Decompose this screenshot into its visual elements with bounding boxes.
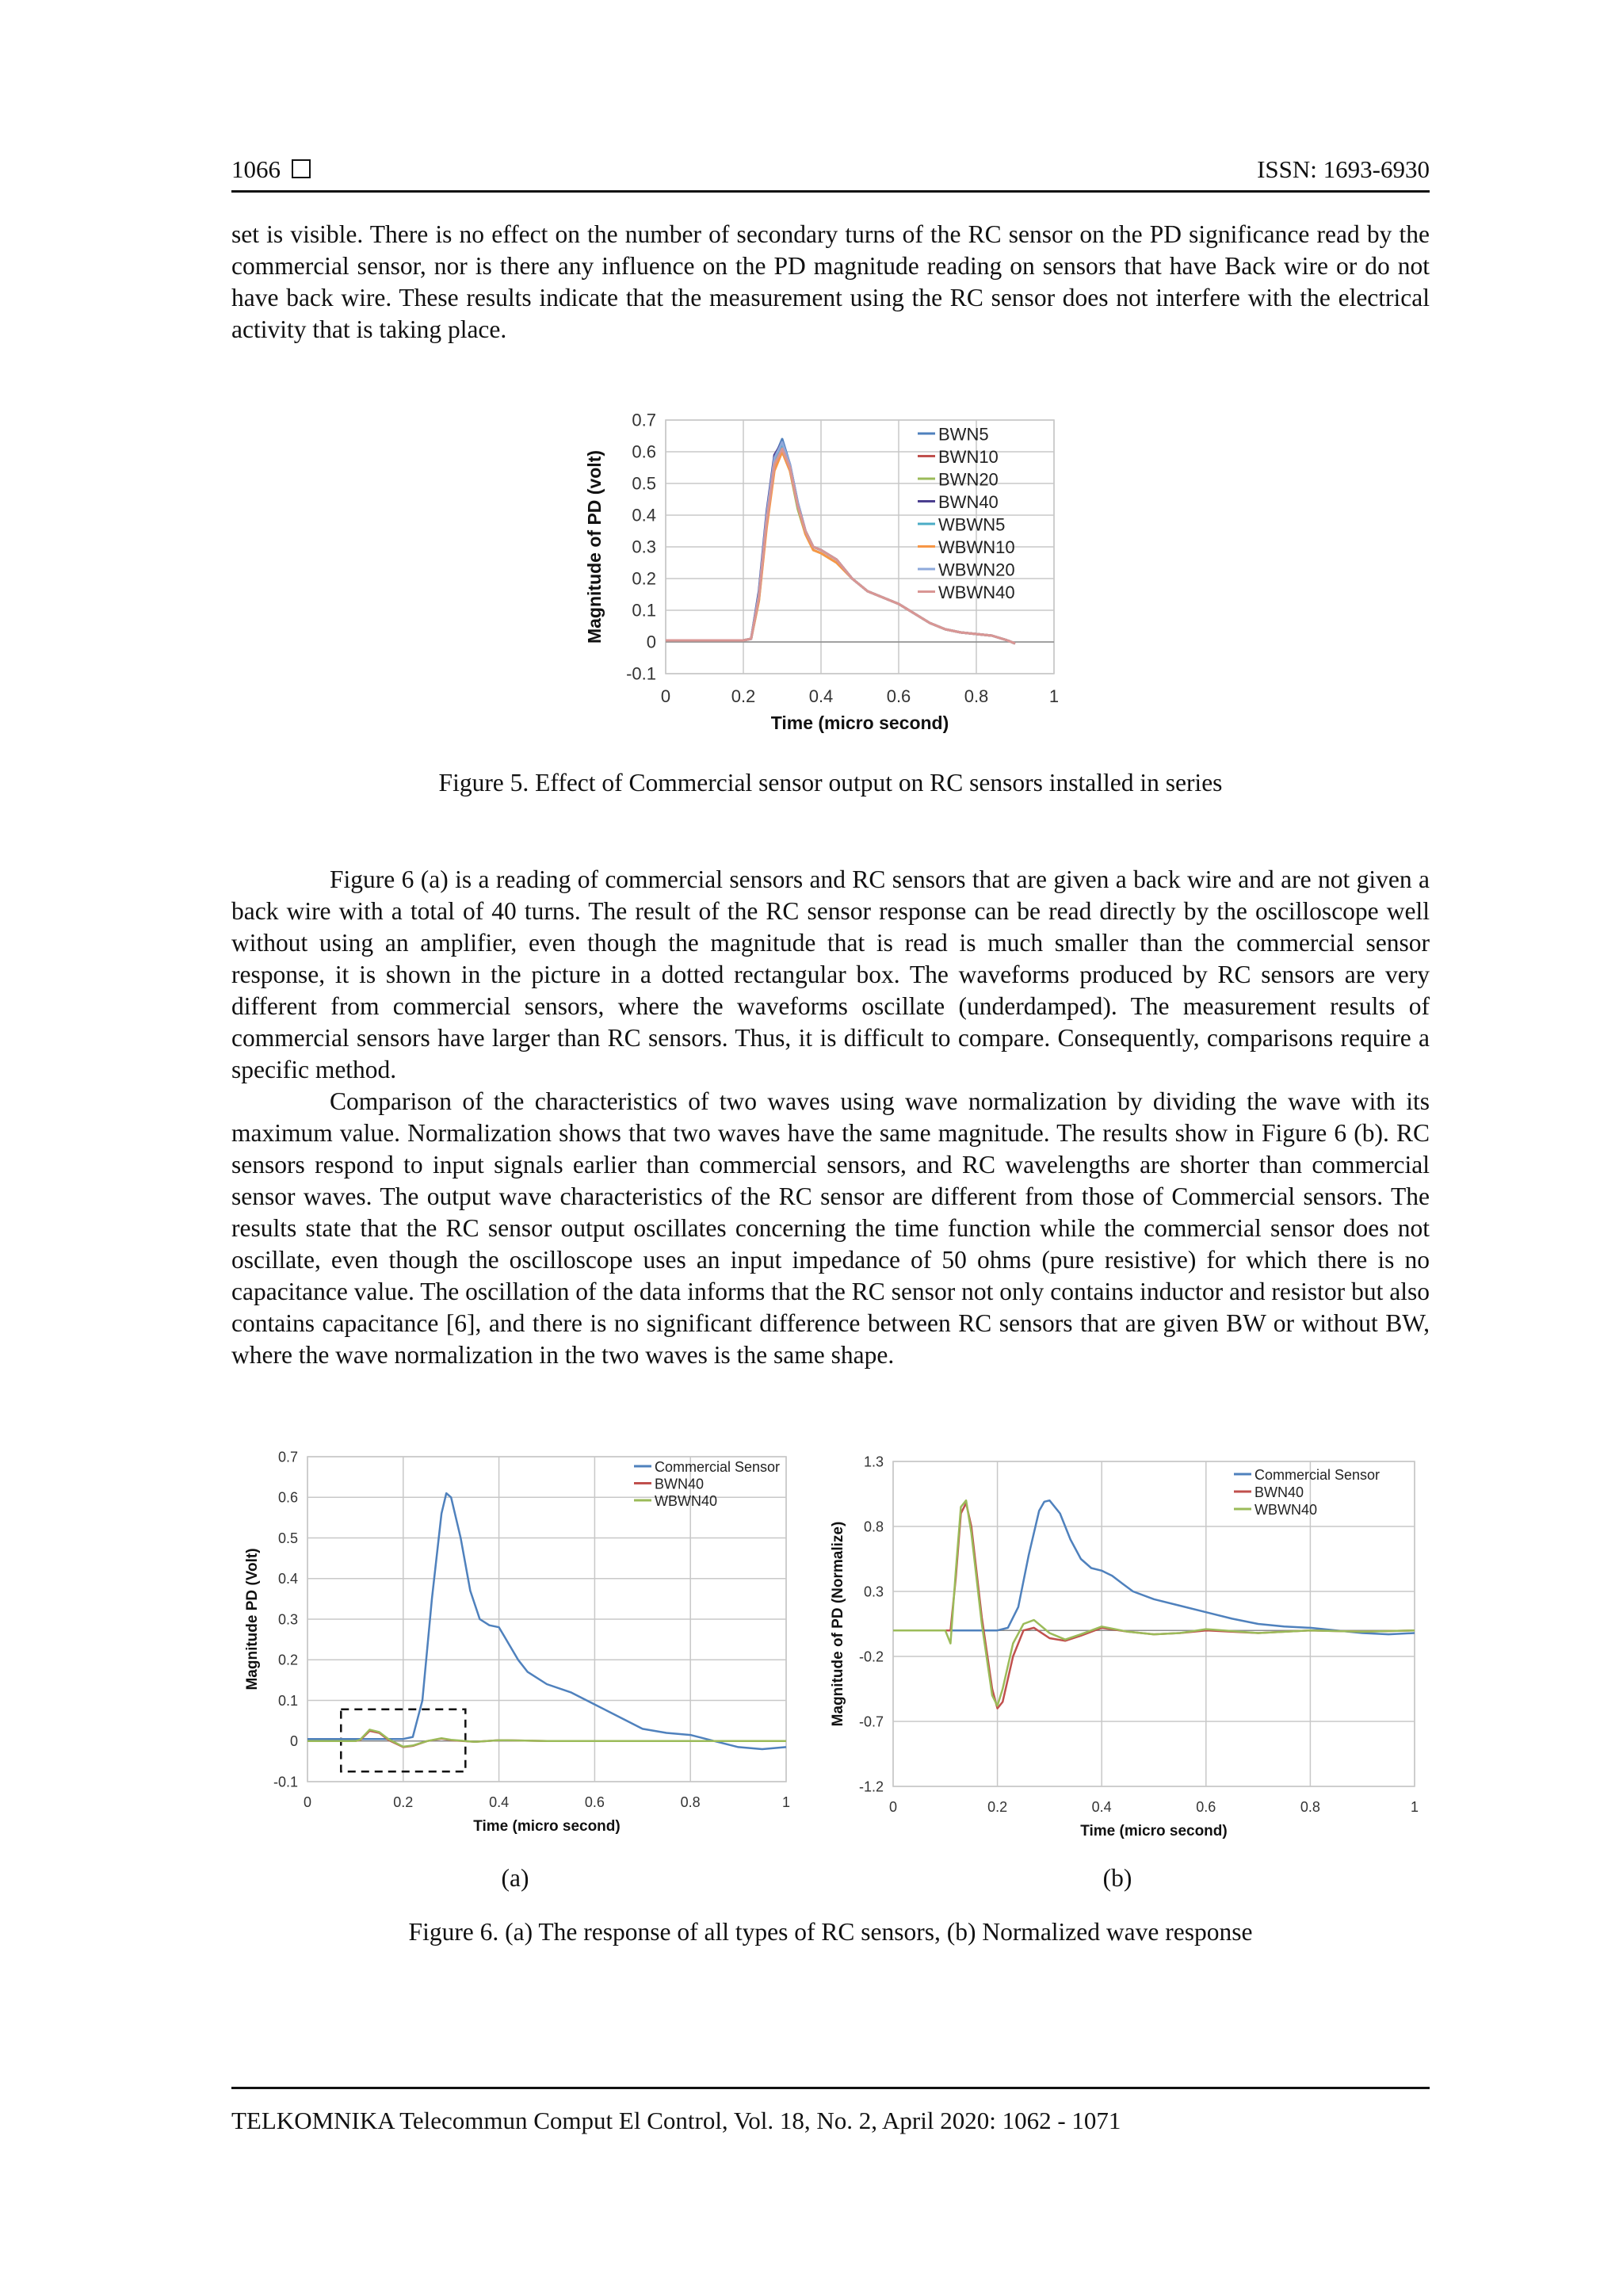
- x-tick-label: 1: [1410, 1799, 1419, 1815]
- x-axis-label: Time (micro second): [473, 1818, 621, 1835]
- y-tick-label: 0.6: [632, 441, 656, 462]
- x-tick-label: 0.8: [680, 1794, 701, 1810]
- x-tick-label: 1: [781, 1794, 791, 1810]
- paragraph-1: set is visible. There is no effect on the number of secondary turns of the RC sensor on the PD significance read by the commercial sensor, nor is there any influence on the PD magnitude reading on sensors that have Back wire or do not have back wire. These results indicate that the measurement using the RC sensor does not interfere with the electrical activity that is taking place.: [231, 220, 1430, 343]
- legend-label: BWN20: [938, 469, 999, 490]
- page-number: 1066: [231, 155, 311, 184]
- legend-label: Commercial Sensor: [1254, 1466, 1381, 1483]
- legend-label: WBWN40: [655, 1492, 718, 1509]
- y-axis-label: Magnitude of PD (volt): [584, 449, 605, 644]
- x-tick-label: 0.8: [1300, 1799, 1320, 1815]
- x-tick-label: 0.2: [987, 1799, 1008, 1815]
- y-tick-label: -0.7: [858, 1713, 884, 1730]
- x-axis-label: Time (micro second): [770, 712, 949, 733]
- footer-rule: [231, 2087, 1430, 2089]
- x-axis-label: Time (micro second): [1080, 1823, 1228, 1839]
- y-tick-label: 0.2: [277, 1652, 298, 1668]
- legend-label: BWN5: [938, 424, 989, 445]
- x-tick-label: 0.2: [393, 1794, 414, 1810]
- y-tick-label: 0.3: [632, 537, 656, 557]
- figure-6b-chart: [828, 1442, 1438, 1855]
- issn: ISSN: 1693-6930: [1257, 155, 1430, 183]
- y-tick-label: 0.7: [277, 1449, 298, 1465]
- y-tick-label: -0.1: [273, 1774, 298, 1790]
- header-rule: [231, 190, 1430, 193]
- paragraph-3: Comparison of the characteristics of two waves using wave normalization by dividing the wave with its maximum value. Normalization shows that two waves have the same magnitude. The results show in Figure 6 (b). RC sensors respond to input signals earlier than commercial sensors, and RC wavelengths are shorter than commercial sensor waves. The output wave characteristics of the RC sensor are different from those of Commercial sensors. The results state that the RC sensor output oscillates concerning the time function while the commercial sensor does not oscillate, even though the oscilloscope uses an input impedance of 50 ohms (pure resistive) for which there is no capacitance value. The oscillation of the data informs that the RC sensor not only contains inductor and resistor but also contains capacitance [6], and there is no significant difference between RC sensors that are given BW or without BW, where the wave normalization in the two waves is the same shape.: [231, 1087, 1430, 1369]
- figure-6a-chart: [238, 1442, 808, 1855]
- y-tick-label: 0.1: [632, 600, 656, 621]
- subcaption-a: (a): [501, 1864, 529, 1892]
- figure-6-caption: Figure 6. (a) The response of all types of RC sensors, (b) Normalized wave response: [408, 1918, 1253, 1946]
- y-tick-label: 0.7: [632, 410, 656, 430]
- y-tick-label: 0.3: [863, 1584, 884, 1600]
- x-tick-label: 0: [303, 1794, 312, 1810]
- legend-label: WBWN5: [938, 514, 1006, 535]
- x-tick-label: 0.4: [1091, 1799, 1112, 1815]
- legend-label: BWN40: [938, 491, 999, 512]
- x-tick-label: 0.4: [808, 686, 834, 706]
- legend-label: WBWN20: [938, 560, 1015, 580]
- figure-5-caption: Figure 5. Effect of Commercial sensor output on RC sensors installed in series: [438, 769, 1223, 797]
- legend-label: Commercial Sensor: [655, 1458, 781, 1475]
- x-tick-label: 0.2: [731, 686, 756, 706]
- x-tick-label: 0.8: [964, 686, 989, 706]
- x-tick-label: 0: [660, 686, 671, 706]
- y-tick-label: 1.3: [863, 1454, 884, 1470]
- y-tick-label: 0.4: [632, 505, 656, 525]
- paragraph-2: Figure 6 (a) is a reading of commercial sensors and RC sensors that are given a back wire and are not given a back wire with a total of 40 turns. The result of the RC sensor response can be read directly by the oscilloscope well without using an amplifier, even though the magnitude that is read is much smaller than the commercial sensor response, it is shown in the picture in a dotted rectangular box. The waveforms produced by RC sensors are very different from commercial sensors, where the waveforms oscillate (underdamped). The measurement results of commercial sensors have larger than RC sensors. Thus, it is difficult to compare. Consequently, comparisons require a specific method.: [231, 865, 1430, 1083]
- subcaption-b: (b): [1102, 1864, 1132, 1892]
- x-tick-label: 0.6: [886, 686, 911, 706]
- y-tick-label: 0.5: [277, 1530, 298, 1546]
- x-tick-label: 0.4: [489, 1794, 510, 1810]
- legend-label: WBWN10: [938, 537, 1015, 557]
- square-icon: [292, 159, 311, 178]
- plot-area: [893, 1461, 1415, 1786]
- x-tick-label: 0.6: [1196, 1799, 1216, 1815]
- legend-label: BWN10: [938, 446, 999, 467]
- legend-label: BWN40: [1254, 1484, 1304, 1500]
- y-tick-label: -0.1: [626, 663, 656, 684]
- y-axis-label: Magnitude of PD (Normalize): [830, 1521, 846, 1727]
- y-tick-label: 0.2: [632, 568, 656, 589]
- y-tick-label: 0: [289, 1733, 298, 1750]
- y-tick-label: 0.1: [277, 1692, 298, 1709]
- legend-label: BWN40: [655, 1476, 705, 1492]
- y-tick-label: 0: [646, 632, 656, 652]
- y-axis-label: Magnitude PD (Volt): [244, 1548, 261, 1690]
- x-tick-label: 0.6: [584, 1794, 605, 1810]
- x-tick-label: 1: [1048, 686, 1060, 706]
- x-tick-label: 0: [888, 1799, 898, 1815]
- y-tick-label: 0.4: [277, 1571, 298, 1587]
- figure-5-chart: [579, 400, 1070, 749]
- footer: TELKOMNIKA Telecommun Comput El Control, Vol. 18, No. 2, April 2020: 1062 - 1071: [231, 2107, 1121, 2134]
- y-tick-label: 0.3: [277, 1611, 298, 1628]
- y-tick-label: -0.2: [858, 1648, 884, 1665]
- y-tick-label: 0.6: [277, 1489, 298, 1506]
- y-tick-label: -1.2: [858, 1778, 884, 1795]
- legend-label: WBWN40: [1254, 1501, 1318, 1518]
- y-tick-label: 0.5: [632, 473, 656, 494]
- legend-label: WBWN40: [938, 582, 1015, 602]
- y-tick-label: 0.8: [863, 1519, 884, 1535]
